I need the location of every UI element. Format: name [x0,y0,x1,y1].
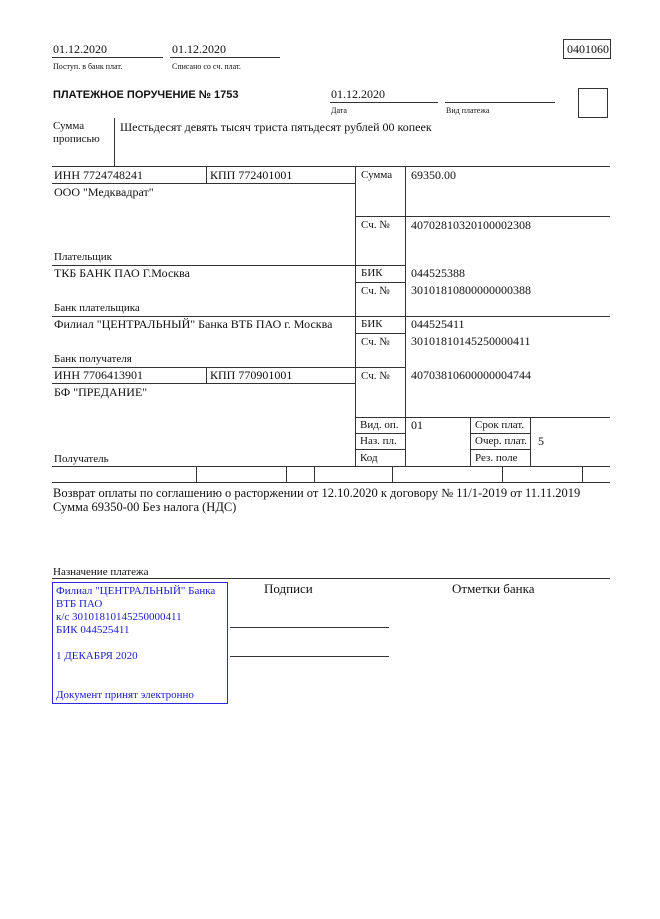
purpose-line-2: Сумма 69350-00 Без налога (НДС) [53,500,237,514]
divider [582,466,583,482]
divider [170,57,280,58]
stamp-status: Документ принят электронно [56,689,194,701]
divider [355,282,405,283]
date-label: Дата [331,106,347,115]
payee-bank-account: 30101810145250000411 [411,334,531,348]
payer-bank-account-label: Сч. № [361,285,390,297]
payer-kpp: КПП 772401001 [210,168,293,182]
divider [206,166,207,183]
divider [52,482,610,483]
divider [355,216,610,217]
payment-type-label: Вид платежа [446,106,490,115]
sum-value: 69350.00 [411,168,456,182]
purpose-label: Назначение платежа [53,566,149,578]
received-label: Поступ. в банк плат. [53,62,123,71]
signatures-label: Подписи [264,581,313,596]
payer-bank-name: ТКБ БАНК ПАО Г.Москва [54,266,190,280]
payer-account: 40702810320100002308 [411,218,531,232]
divider [530,417,531,466]
stamp-date: 1 ДЕКАБРЯ 2020 [56,650,138,662]
debited-label: Списано со сч. плат. [172,62,241,71]
divider [52,166,610,167]
payee-bank-name: Филиал "ЦЕНТРАЛЬНЫЙ" Банка ВТБ ПАО г. Москва [54,317,333,331]
bank-stamp [52,582,228,704]
payee-label: Получатель [54,453,109,465]
page-title: ПЛАТЕЖНОЕ ПОРУЧЕНИЕ № 1753 [53,89,239,101]
divider [314,466,315,482]
payer-account-label: Сч. № [361,219,390,231]
signature-line [230,627,389,628]
divider [470,417,471,466]
payer-bank-label: Банк плательщика [54,302,140,314]
divider [52,578,610,579]
divider [206,367,207,383]
amount-words-label: прописью [53,133,100,145]
payee-bank-bik-label: БИК [361,318,383,330]
debited-date: 01.12.2020 [172,42,226,56]
payer-inn: ИНН 7724748241 [54,168,143,182]
payer-bank-bik: 044525388 [411,266,465,280]
divider [52,57,163,58]
payee-account: 40703810600000004744 [411,368,531,382]
code-label: Код [360,452,378,464]
payee-bank-bik: 044525411 [411,317,465,331]
divider [355,333,405,334]
amount-words-label: Сумма [53,120,85,132]
payee-bank-account-label: Сч. № [361,336,390,348]
op-type: 01 [411,418,423,432]
payer-bank-bik-label: БИК [361,267,383,279]
signature-line [230,656,389,657]
purpose-code-label: Наз. пл. [360,435,397,447]
divider [52,466,610,467]
sum-label: Сумма [361,169,393,181]
payee-account-label: Сч. № [361,370,390,382]
payee-inn: ИНН 7706413901 [54,368,143,382]
divider [114,118,115,166]
received-date: 01.12.2020 [53,42,107,56]
divider [502,466,503,482]
divider [330,102,438,103]
divider [470,449,530,450]
payment-type-box [578,88,608,118]
divider [52,383,355,384]
payee-kpp: КПП 770901001 [210,368,293,382]
divider [355,449,405,450]
document-date: 01.12.2020 [331,87,385,101]
priority: 5 [538,434,544,448]
priority-label: Очер. плат. [475,435,528,447]
payee-bank-label: Банк получателя [54,353,132,365]
stamp-line: к/с 30101810145250000411 [56,611,182,623]
form-code-box [563,39,611,59]
form-code: 0401060 [567,42,609,56]
purpose-line-1: Возврат оплаты по соглашению о расторжении от 12.10.2020 к договору № 11/1-2019 от 11.11.2019 [53,486,581,500]
stamp-line: БИК 044525411 [56,624,130,636]
stamp-line: Филиал "ЦЕНТРАЛЬНЫЙ" Банка [56,585,216,597]
payee-name: БФ "ПРЕДАНИЕ" [54,385,148,399]
payer-label: Плательщик [54,251,112,263]
bank-marks-label: Отметки банка [452,581,535,596]
reserve-label: Рез. поле [475,452,518,464]
divider [196,466,197,482]
term-label: Срок плат. [475,419,525,431]
divider [286,466,287,482]
payer-name: ООО "Медквадрат" [54,185,154,199]
amount-in-words: Шестьдесят девять тысяч триста пятьдесят рублей 00 копеек [120,120,432,134]
divider [52,183,355,184]
stamp-line: ВТБ ПАО [56,598,103,610]
payer-bank-account: 30101810800000000388 [411,283,531,297]
divider [445,102,555,103]
divider [392,466,393,482]
op-type-label: Вид. оп. [360,419,399,431]
